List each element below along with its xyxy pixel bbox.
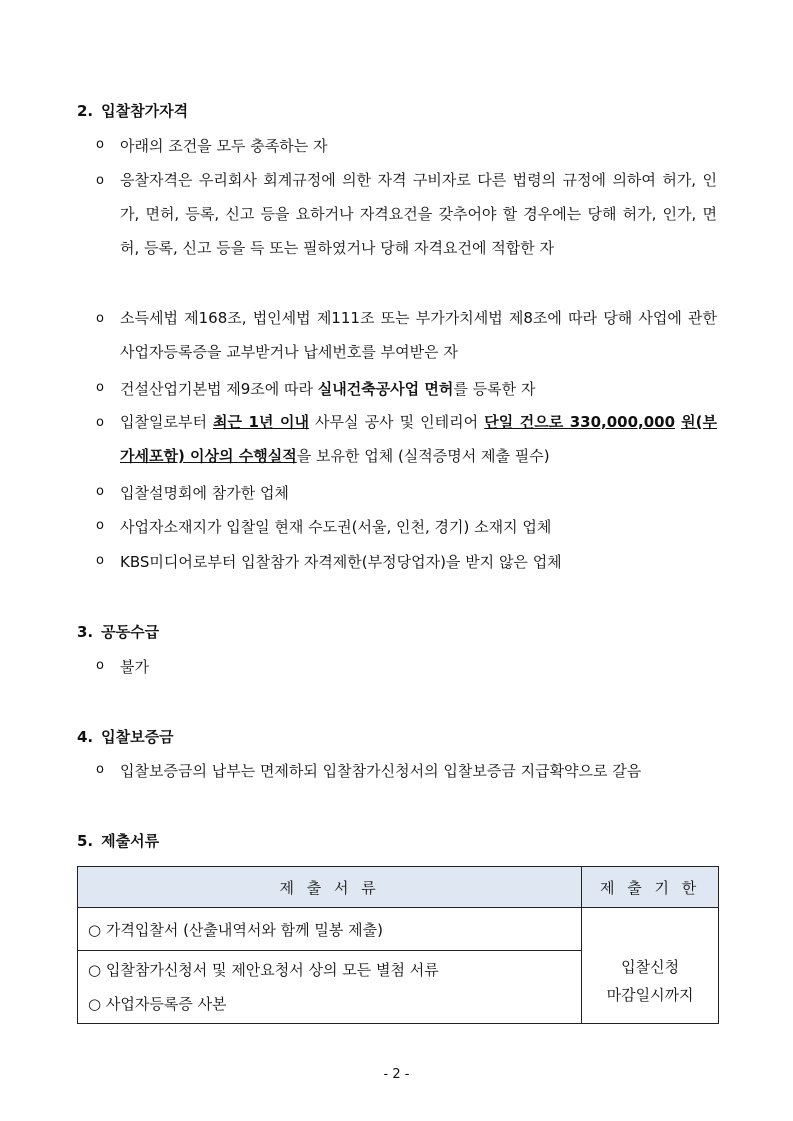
document-items-cell: [78, 951, 582, 1024]
bullet-marker: o: [96, 173, 104, 188]
item-text: 를 등록한 자: [453, 380, 536, 398]
item-text: 을 보유한 업체 (실적증명서 제출 필수): [296, 447, 550, 465]
section-title: 입찰보증금: [101, 728, 174, 746]
section-heading-joint-supply: [77, 621, 159, 642]
section-heading-submission-documents: [77, 830, 159, 851]
column-header-documents: 제 출 서 류: [78, 867, 582, 908]
bullet-marker: o: [96, 658, 104, 673]
license-emphasis: 실내건축공사업 면허: [317, 380, 454, 398]
bullet-marker: o: [96, 484, 104, 499]
qualification-item-2: 응찰자격은 우리회사 회계규정에 의한 자격 구비자로 다른 법령의 규정에 의하여 허가, 인가, 면허, 등록, 신고 등을 요하거나 자격요건을 갖추어야 할 경우에는 당해 허가, 인가, 면허, 등록, 신고 등을 득 또는 필하였거나 당해 자격요건에 적합한 자: [120, 171, 717, 257]
deadline-line-2: 마감일시까지: [606, 985, 694, 1004]
bid-bond-item-1: 입찰보증금의 납부는 면제하되 입찰참가신청서의 입찰보증금 지급확약으로 갈음: [120, 762, 642, 780]
section-number: 2.: [77, 102, 94, 120]
bullet-marker: o: [96, 137, 104, 152]
bullet-marker: o: [96, 518, 104, 533]
amount-emphasis: 단일 건으로 330,000,000: [484, 413, 676, 431]
qualification-item-6: 입찰설명회에 참가한 업체: [120, 484, 289, 502]
section-title: 입찰참가자격: [101, 102, 189, 120]
document-item-price-bid: ○ 가격입찰서 (산출내역서와 함께 밀봉 제출): [78, 908, 582, 951]
amount-emphasis-continued: 원(부가세포함) 이상의 수행실적: [120, 413, 717, 465]
item-text: 입찰일로부터: [120, 413, 214, 431]
bullet-marker: o: [96, 380, 104, 395]
section-heading-bid-bond: [77, 726, 174, 747]
table-row: [78, 908, 719, 951]
qualification-item-8: KBS미디어로부터 입찰참가 자격제한(부정당업자)을 받지 않은 업체: [120, 553, 562, 571]
qualification-item-7: 사업자소재지가 입찰일 현재 수도권(서울, 인천, 경기) 소재지 업체: [120, 518, 552, 536]
qualification-item-3: 소득세법 제168조, 법인세법 제111조 또는 부가가치세법 제8조에 따라 당해 사업에 관한 사업자등록증을 교부받거나 납세번호를 부여받은 자: [120, 309, 717, 361]
bullet-marker: o: [96, 311, 104, 326]
bullet-marker: o: [96, 553, 104, 568]
submission-documents-table: [77, 866, 719, 1024]
bullet-marker: o: [96, 762, 104, 777]
section-title: 제출서류: [101, 832, 160, 850]
qualification-item-1: 아래의 조건을 모두 충족하는 자: [120, 137, 328, 155]
period-emphasis: 최근 1년 이내: [213, 413, 309, 431]
qualification-item-5: [120, 405, 717, 473]
document-item-application: ○ 입찰참가신청서 및 제안요청서 상의 모든 별첨 서류: [88, 961, 439, 979]
column-header-deadline: 제 출 기 한: [582, 867, 719, 908]
section-number: 5.: [77, 832, 94, 850]
item-text: 건설산업기본법 제9조에 따라: [120, 380, 318, 398]
deadline-cell: [582, 908, 719, 1024]
qualification-item-4: [120, 378, 535, 399]
section-number: 3.: [77, 623, 94, 641]
section-title: 공동수급: [101, 623, 160, 641]
document-item-business-registration: ○ 사업자등록증 사본: [88, 995, 227, 1013]
deadline-line-1: 입찰신청: [621, 957, 680, 976]
table-header-row: [78, 867, 719, 908]
bullet-marker: o: [96, 415, 104, 430]
section-heading-qualification: [77, 100, 188, 121]
section-number: 4.: [77, 728, 94, 746]
page-number: - 2 -: [383, 1067, 410, 1082]
item-text: 사무실 공사 및 인테리어: [308, 413, 485, 431]
joint-supply-item-1: 불가: [120, 658, 149, 676]
